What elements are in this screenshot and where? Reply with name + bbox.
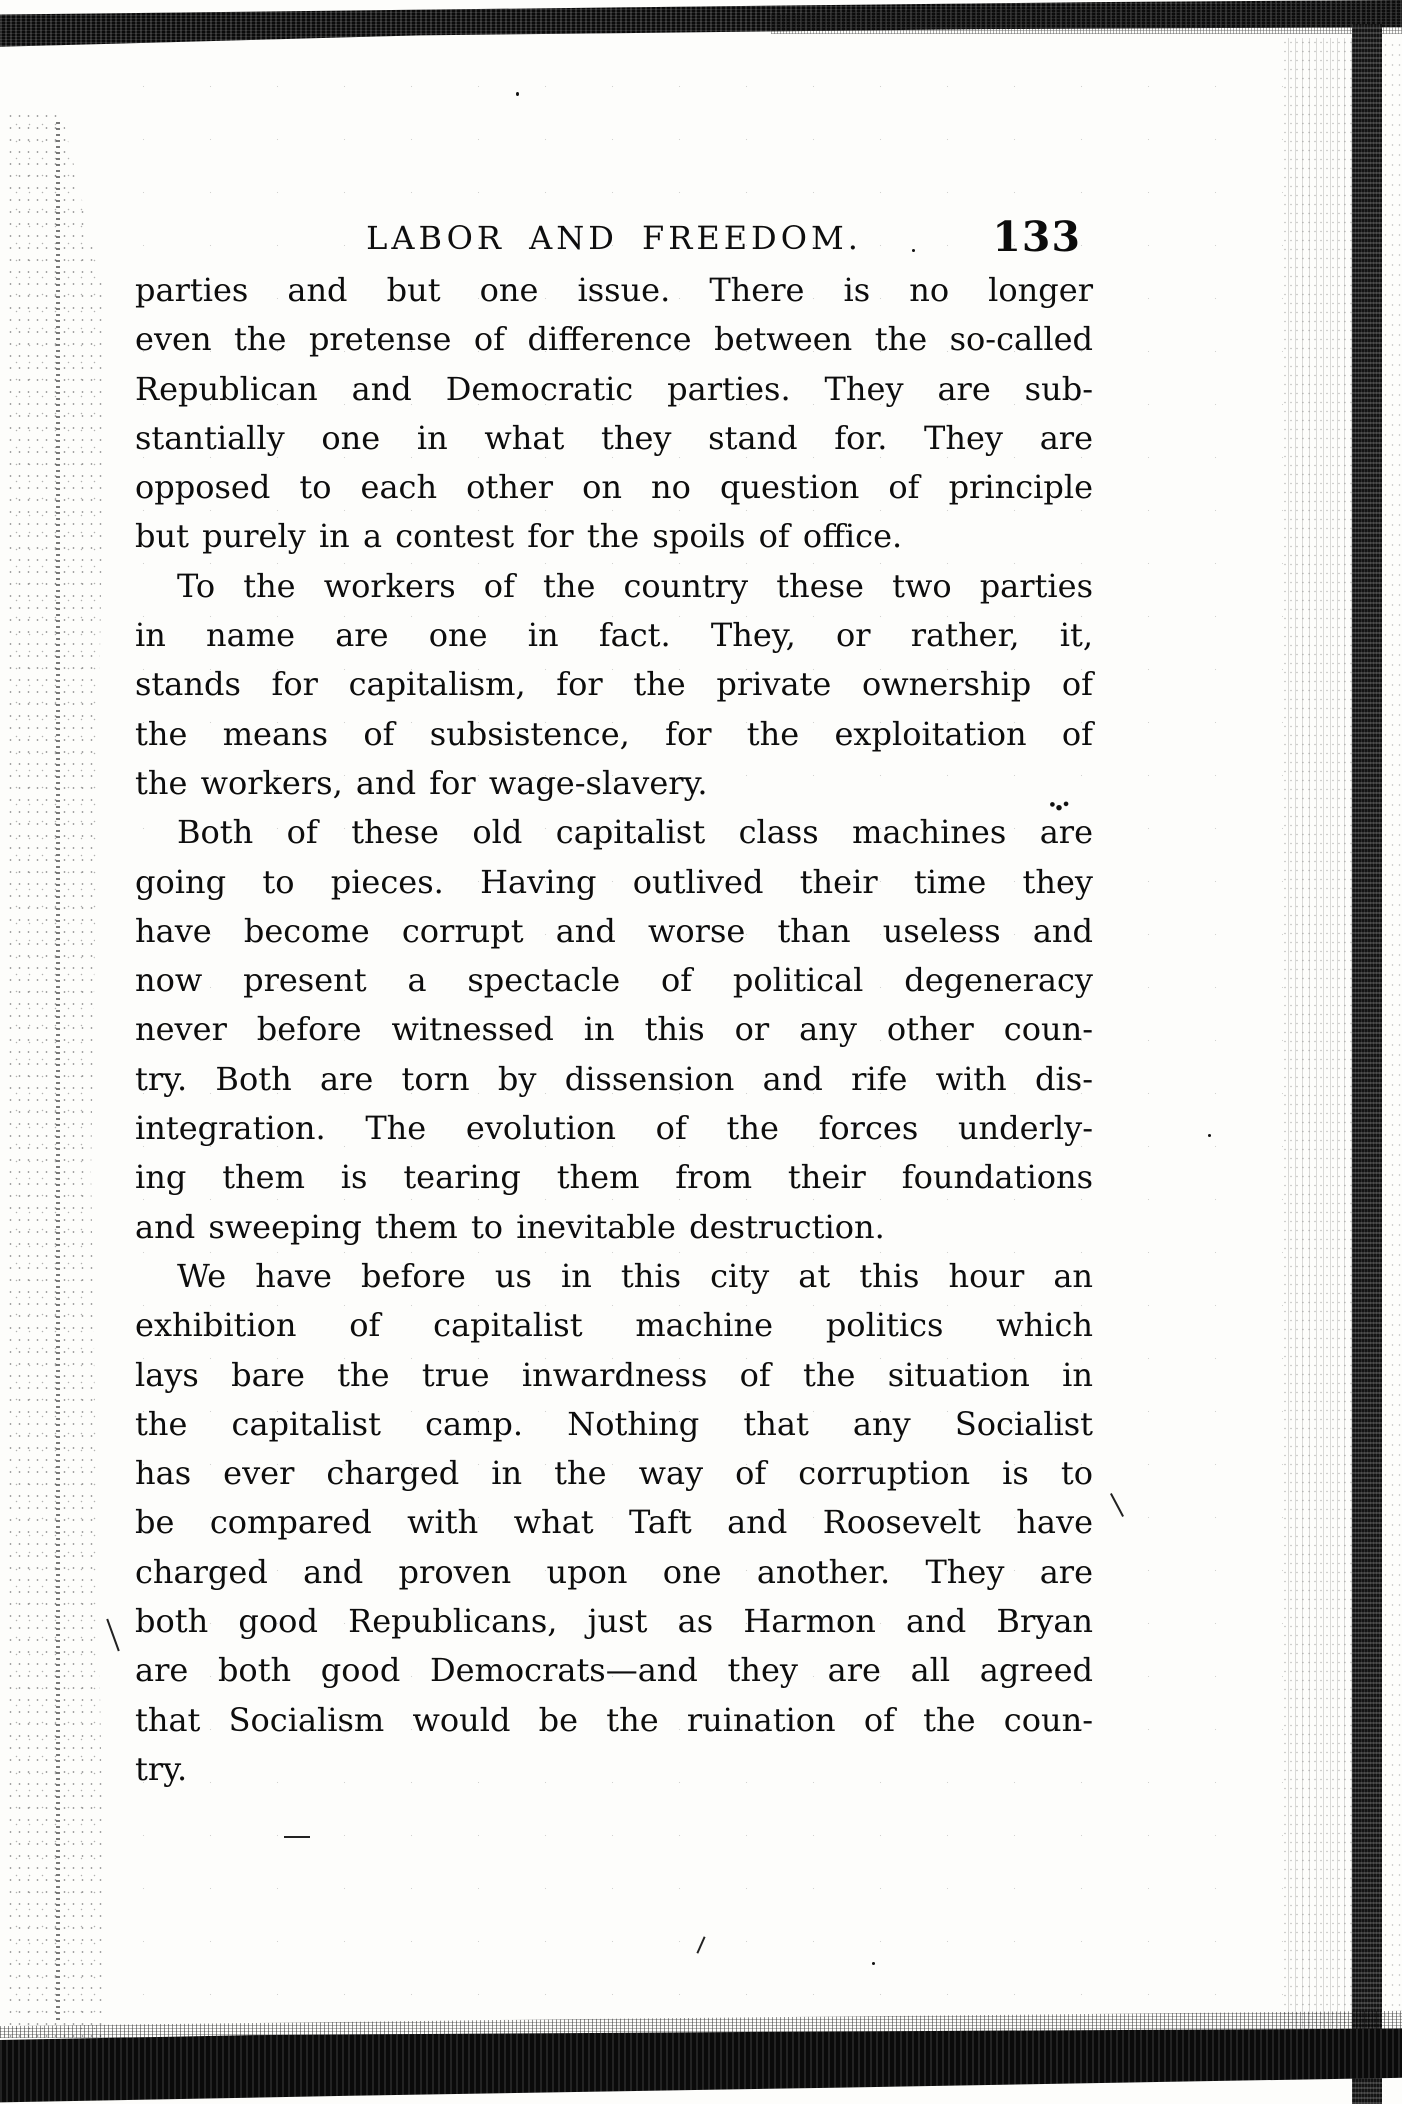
page-header (135, 213, 1093, 265)
text-line: charged and proven upon one another. They are (135, 1552, 1093, 1591)
text-line: in name are one in fact. They, or rather, it, (135, 616, 1093, 655)
text-line: never before witnessed in this or any other coun- (135, 1010, 1093, 1049)
stray-slash-mark (696, 1936, 705, 1953)
stray-dash-mark (284, 1836, 310, 1838)
paragraph (135, 266, 1093, 562)
right-outer-scan-noise (1382, 40, 1402, 2020)
paragraph (135, 808, 1093, 1252)
text-line: exhibition of capitalist machine politics which (135, 1306, 1093, 1345)
paragraph (135, 1252, 1093, 1794)
page-body (135, 266, 1093, 1794)
page-gutter-crease (56, 120, 60, 2020)
text-line: now present a spectacle of political degeneracy (135, 961, 1093, 1000)
text-line: Republican and Democratic parties. They are sub- (135, 369, 1093, 408)
text-line: stands for capitalism, for the private ownership of (135, 665, 1093, 704)
text-line: both good Republicans, just as Harmon and Bryan (135, 1602, 1093, 1641)
text-line: To the workers of the country these two parties (177, 566, 1093, 605)
text-line: have become corrupt and worse than useless and (135, 911, 1093, 950)
text-line: stantially one in what they stand for. They are (135, 418, 1093, 457)
book-cover-edge-strip (1352, 24, 1382, 2104)
text-line: ing them is tearing them from their foundations (135, 1158, 1093, 1197)
text-line: and sweeping them to inevitable destruction. (135, 1207, 885, 1246)
text-line: be compared with what Taft and Roosevelt have (135, 1503, 1093, 1542)
running-title: LABOR AND FREEDOM. (366, 219, 862, 257)
text-line: Both of these old capitalist class machines are (177, 813, 1093, 852)
text-line: going to pieces. Having outlived their time they (135, 862, 1093, 901)
stray-backslash-mark (1110, 1493, 1124, 1517)
text-line: lays bare the true inwardness of the situation in (135, 1355, 1093, 1394)
text-line: even the pretense of difference between the so-called (135, 320, 1093, 359)
text-line: are both good Democrats—and they are all agreed (135, 1651, 1093, 1690)
text-line: parties and but one issue. There is no longer (135, 271, 1093, 309)
text-line: has ever charged in the way of corruption is to (135, 1454, 1093, 1493)
page-number: 133 (992, 213, 1081, 261)
text-line: try. Both are torn by dissension and rife with dis- (135, 1059, 1093, 1098)
text-line: that Socialism would be the ruination of the coun- (135, 1700, 1093, 1739)
scan-speck (1208, 1134, 1211, 1137)
stray-backslash-mark (106, 1619, 120, 1652)
text-line: integration. The evolution of the forces underly- (135, 1109, 1093, 1148)
book-page-edges-texture (1282, 38, 1354, 2028)
text-line: the means of subsistence, for the exploitation of (135, 714, 1093, 753)
text-line: opposed to each other on no question of principle (135, 468, 1093, 507)
text-line: but purely in a contest for the spoils of office. (135, 517, 903, 556)
scan-speck (516, 92, 519, 96)
text-line: We have before us in this city at this hour an (177, 1256, 1093, 1295)
text-line: the capitalist camp. Nothing that any Socialist (135, 1404, 1093, 1443)
paragraph (135, 562, 1093, 808)
text-line: the workers, and for wage-slavery. (135, 763, 708, 802)
scan-speck (872, 1962, 875, 1965)
text-line: try. (135, 1749, 188, 1788)
